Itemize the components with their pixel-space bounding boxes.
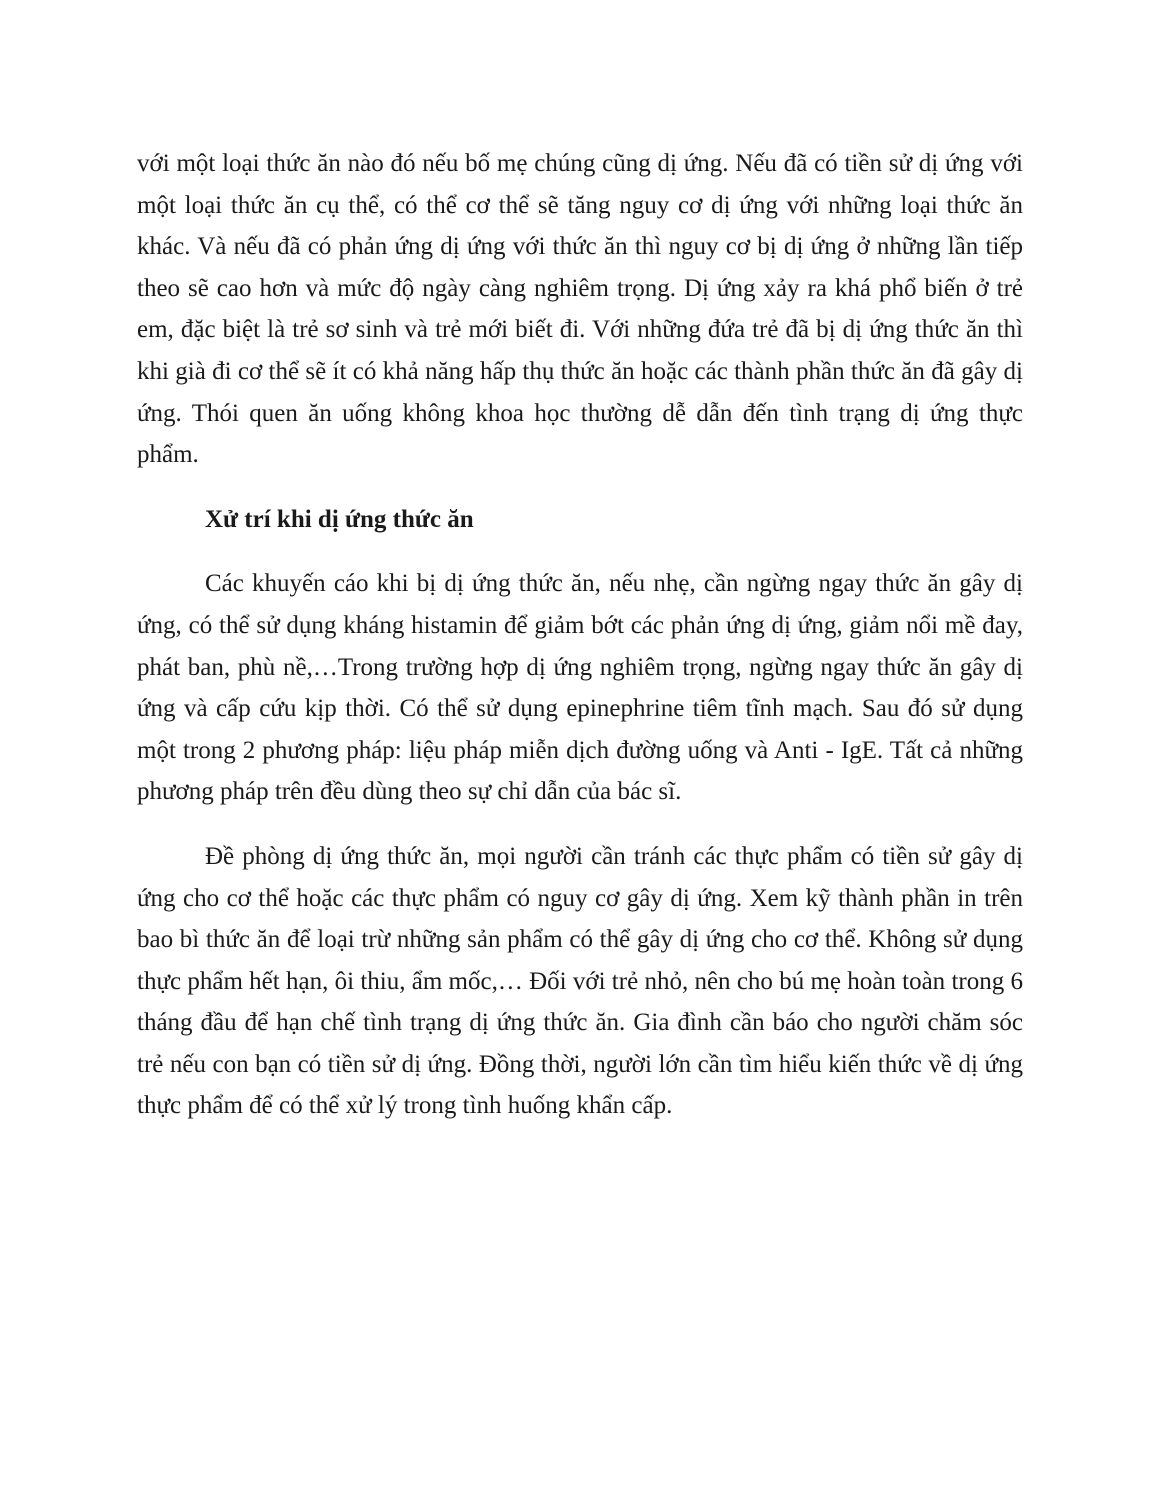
paragraph-treatment: Các khuyến cáo khi bị dị ứng thức ăn, nếu nhẹ, cần ngừng ngay thức ăn gây dị ứng, có thể sử dụng kháng histamin để giảm bớt các phản ứng dị ứng, giảm nổi mề đay, phát ban, phù nề,…Trong trường hợp dị ứng nghiêm trọng, ngừng ngay thức ăn gây dị ứng và cấp cứu kịp thời. Có thể sử dụng epinephrine tiêm tĩnh mạch. Sau đó sử dụng một trong 2 phương pháp: liệu pháp miễn dịch đường uống và Anti - IgE. Tất cả những phương pháp trên đều dùng theo sự chỉ dẫn của bác sĩ. — [137, 570, 1023, 806]
document-body — [137, 143, 1023, 1127]
paragraph-prevention: Đề phòng dị ứng thức ăn, mọi người cần tránh các thực phẩm có tiền sử gây dị ứng cho cơ thể hoặc các thực phẩm có nguy cơ gây dị ứng. Xem kỹ thành phần in trên bao bì thức ăn để loại trừ những sản phẩm có thể gây dị ứng cho cơ thể. Không sử dụng thực phẩm hết hạn, ôi thiu, ẩm mốc,… Đối với trẻ nhỏ, nên cho bú mẹ hoàn toàn trong 6 tháng đầu để hạn chế tình trạng dị ứng thức ăn. Gia đình cần báo cho người chăm sóc trẻ nếu con bạn có tiền sử dị ứng. Đồng thời, người lớn cần tìm hiểu kiến thức về dị ứng thực phẩm để có thể xử lý trong tình huống khẩn cấp. — [137, 842, 1023, 1120]
section-heading: Xử trí khi dị ứng thức ăn — [205, 505, 474, 533]
paragraph-continued: với một loại thức ăn nào đó nếu bố mẹ chúng cũng dị ứng. Nếu đã có tiền sử dị ứng với một loại thức ăn cụ thể, có thể cơ thể sẽ tăng nguy cơ dị ứng với những loại thức ăn khác. Và nếu đã có phản ứng dị ứng với thức ăn thì nguy cơ bị dị ứng ở những lần tiếp theo sẽ cao hơn và mức độ ngày càng nghiêm trọng. Dị ứng xảy ra khá phổ biến ở trẻ em, đặc biệt là trẻ sơ sinh và trẻ mới biết đi. Với những đứa trẻ đã bị dị ứng thức ăn thì khi già đi cơ thể sẽ ít có khả năng hấp thụ thức ăn hoặc các thành phần thức ăn đã gây dị ứng. Thói quen ăn uống không khoa học thường dễ dẫn đến tình trạng dị ứng thực phẩm. — [137, 150, 1023, 469]
